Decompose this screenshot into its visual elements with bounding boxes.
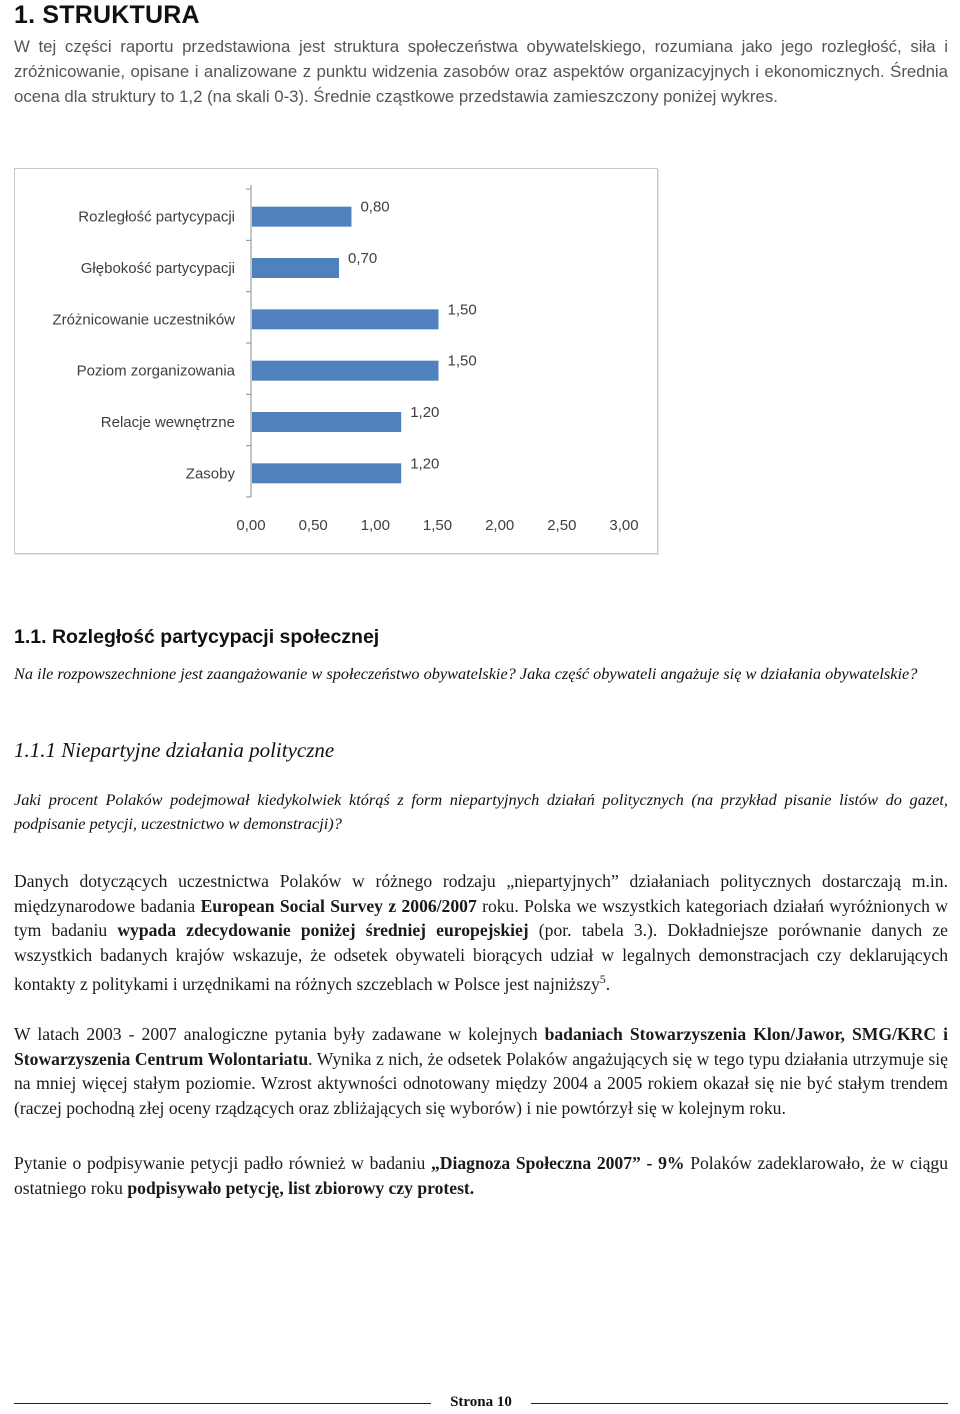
chart-svg <box>15 169 657 553</box>
x-tick-label: 3,00 <box>609 517 639 534</box>
category-label: Zróżnicowanie uczestników <box>52 311 235 329</box>
category-label: Poziom zorganizowania <box>76 362 235 380</box>
p2-bold-1: badaniach Stowarzyszenia Klon/Jawor, SMG/KRC i Stowarzyszenia Centrum Wolontariatu <box>14 1024 948 1069</box>
category-label: Relacje wewnętrzne <box>100 414 235 431</box>
p1-text-1: Danych dotyczących uczestnictwa Polaków w różnego rodzaju „niepartyjnych” działaniach politycznych dostarczają m.in. międzynarodowe badania <box>14 871 948 916</box>
bar <box>252 258 339 278</box>
p3-text-2: Polaków zadeklarowało, że w ciągu ostatniego roku <box>14 1153 948 1198</box>
x-tick-label: 0,50 <box>298 517 328 534</box>
x-tick-label: 2,50 <box>547 517 577 534</box>
section-intro: W tej części raportu przedstawiona jest struktura społeczeństwa obywatelskiego, rozumiana jako jego rozległość, siła i zróżnicowanie, opisane i analizowane z punktu widzenia zasobów oraz aspektów organizacyjnych i ekonomicznych. Średnia ocena dla struktury to 1,2 (na skali 0-3). Średnie cząstkowe przedstawia zamieszczony poniżej wykres. <box>14 37 948 106</box>
subsubsection-question: Jaki procent Polaków podejmował kiedykolwiek którąś z form niepartyjnych działań politycznych (na przykład pisanie listów do gazet, podpisanie petycji, uczestnictwo w demonstracji)? <box>14 790 948 833</box>
paragraph-ess <box>14 869 948 996</box>
category-label: Rozległość partycypacji <box>78 208 235 226</box>
bar <box>252 309 439 329</box>
p1-bold-1: European Social Survey z 2006/2007 <box>200 895 477 916</box>
p1-text-4: . <box>605 973 611 994</box>
value-label: 1,20 <box>410 455 440 473</box>
value-label: 0,70 <box>348 250 378 267</box>
bar-chart <box>14 168 658 554</box>
x-tick-label: 2,00 <box>485 517 515 534</box>
category-label: Zasoby <box>185 465 235 483</box>
footer-rule-right <box>531 1403 948 1404</box>
subsection-title: 1.1. Rozległość partycypacji społecznej <box>14 626 380 648</box>
p2-text-2: . Wynika z nich, że odsetek Polaków angażujących się w tego typu działania utrzymuje się na mniej więcej stałym poziomie. Wzrost aktywności odnotowany między 2004 a 2005 rokiem okazał się nie być stałym trendem (raczej pochodną złej oceny rządzących oraz zbliżających się wyborów) i nie powtórzył się w kolejnym roku. <box>14 1048 948 1118</box>
p1-text-3: (por. tabela 3.). Dokładniejsze porównanie danych ze wszystkich badanych krajów wskazuje, że odsetek obywateli biorących udział w legalnych demonstracjach czy deklarujących kontakty z politykami i urzędnikami na różnych szczeblach w Polsce jest najniższy <box>14 920 948 994</box>
footer-rule-left <box>14 1403 431 1404</box>
p1-text-2: roku. Polska we wszystkich kategoriach działań wyróżnionych w tym badaniu <box>14 895 948 940</box>
bar <box>252 412 401 432</box>
p3-bold-1: „Diagnoza Społeczna 2007” - 9% <box>430 1153 685 1173</box>
section-title: 1. STRUKTURA <box>14 1 200 29</box>
subsection-question: Na ile rozpowszechnione jest zaangażowanie w społeczeństwo obywatelskie? Jaka część obywateli angażuje się w działania obywatelskie? <box>14 664 918 683</box>
bar <box>252 361 439 381</box>
p3-text-1: Pytanie o podpisywanie petycji padło również w badaniu <box>14 1153 431 1173</box>
paragraph-klon-jawor <box>14 1022 948 1120</box>
x-tick-label: 1,50 <box>422 517 453 534</box>
p2-text-1: W latach 2003 - 2007 analogiczne pytania były zadawane w kolejnych <box>14 1024 545 1044</box>
bar <box>252 463 401 483</box>
x-tick-label: 1,00 <box>360 517 390 534</box>
p3-bold-2: podpisywało petycję, list zbiorowy czy protest. <box>127 1177 475 1198</box>
value-label: 1,20 <box>410 404 440 421</box>
footnote-marker[interactable]: 5 <box>599 972 606 986</box>
paragraph-diagnoza <box>14 1151 948 1200</box>
x-tick-label: 0,00 <box>236 517 266 534</box>
page-number: Strona 10 <box>450 1394 512 1410</box>
document-page <box>14 0 948 1410</box>
page-footer <box>14 1394 948 1414</box>
value-label: 1,50 <box>447 352 477 370</box>
subsubsection-title: 1.1.1 Niepartyjne działania polityczne <box>14 738 335 762</box>
category-label: Głębokość partycypacji <box>80 260 235 277</box>
value-label: 1,50 <box>447 301 477 319</box>
p1-bold-2: wypada zdecydowanie poniżej średniej europejskiej <box>117 920 529 940</box>
value-label: 0,80 <box>360 198 390 216</box>
bar <box>252 207 351 227</box>
